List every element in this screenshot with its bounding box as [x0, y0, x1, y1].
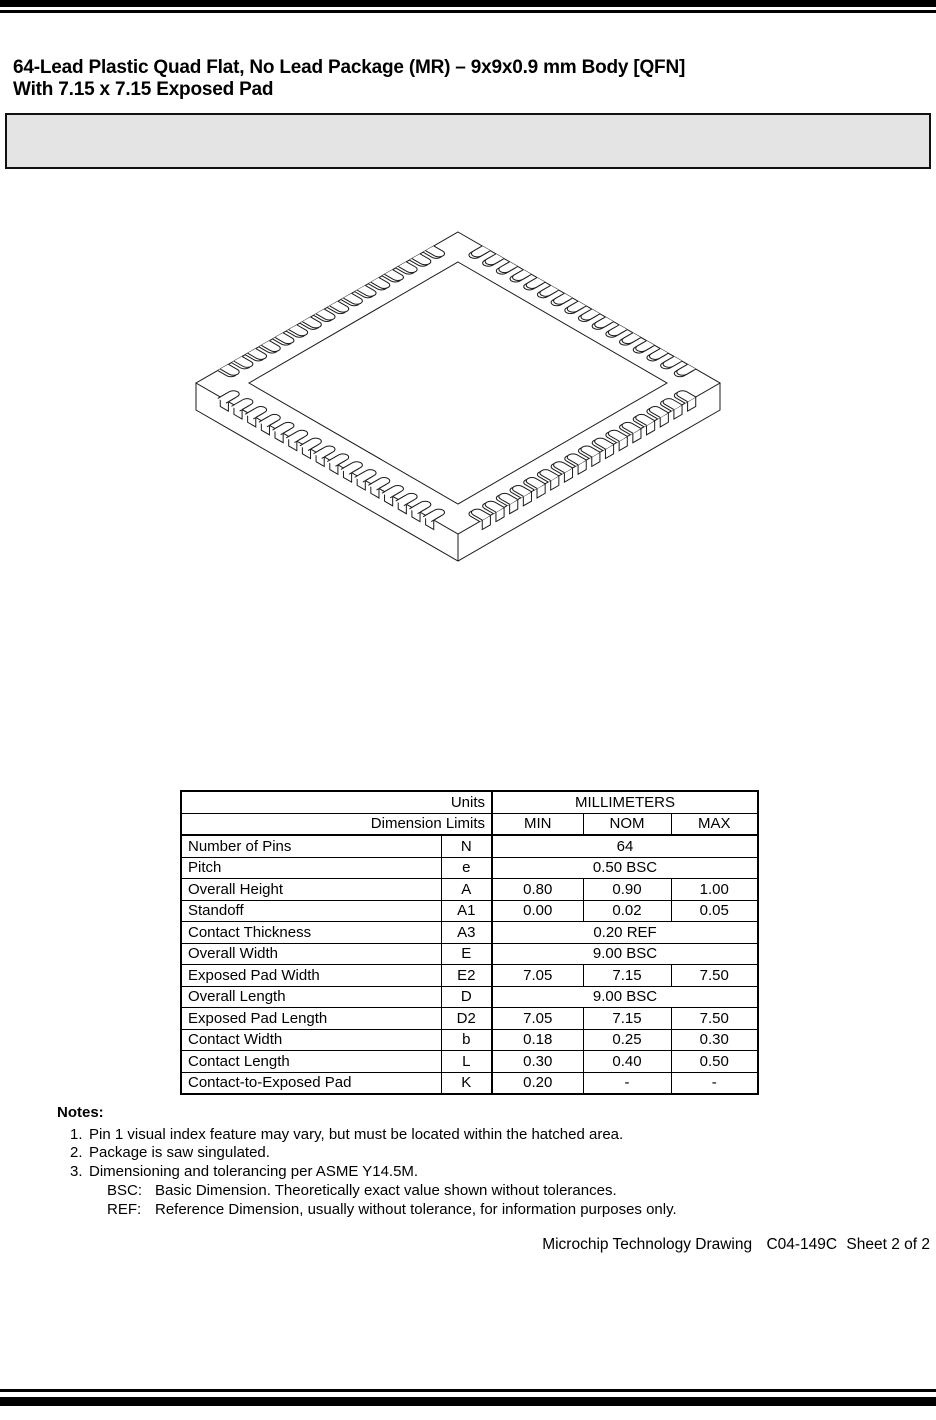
table-row: [181, 922, 758, 944]
note-text: Package is saw singulated.: [89, 1144, 270, 1161]
notes-heading: Notes:: [57, 1104, 104, 1121]
dim-name-N: Number of Pins: [181, 835, 441, 857]
table-row: [181, 1008, 758, 1030]
page-title-line1: 64-Lead Plastic Quad Flat, No Lead Package (MR) – 9x9x0.9 mm Body [QFN]: [13, 57, 686, 78]
drawing-reference-label: Microchip Technology Drawing: [542, 1236, 753, 1253]
dim-name-A1: Standoff: [181, 900, 441, 922]
dim-min-K: 0.20: [492, 1072, 583, 1094]
dim-max-b: 0.30: [671, 1029, 758, 1051]
note-item-3: [57, 1163, 897, 1182]
col-header-min: MIN: [492, 813, 583, 835]
dim-value-A3: 0.20 REF: [492, 922, 758, 944]
col-header-max: MAX: [671, 813, 758, 835]
table-row: [181, 965, 758, 987]
dim-nom-A1: 0.02: [583, 900, 671, 922]
dim-min-L: 0.30: [492, 1051, 583, 1073]
units-label: Units: [181, 791, 492, 813]
dim-nom-D2: 7.15: [583, 1008, 671, 1030]
table-row: [181, 1072, 758, 1094]
dim-value-D: 9.00 BSC: [492, 986, 758, 1008]
note-number: 1.: [70, 1125, 83, 1143]
bottom-rule-thick: [0, 1397, 936, 1406]
note-term: BSC:: [107, 1181, 143, 1199]
highlight-box: [5, 113, 931, 169]
dim-name-A: Overall Height: [181, 879, 441, 901]
dim-symbol-K: K: [441, 1072, 492, 1094]
drawing-reference: [542, 1236, 930, 1254]
table-row: [181, 943, 758, 965]
dim-name-A3: Contact Thickness: [181, 922, 441, 944]
table-row: [181, 900, 758, 922]
dim-min-E2: 7.05: [492, 965, 583, 987]
top-rule-thick: [0, 0, 936, 7]
table-row: [181, 986, 758, 1008]
dim-nom-K: -: [583, 1072, 671, 1094]
note-item-1: [57, 1126, 897, 1145]
table-row: [181, 813, 758, 835]
note-def-text: Reference Dimension, usually without tolerance, for information purposes only.: [155, 1200, 677, 1218]
table-row: [181, 1051, 758, 1073]
table-row: [181, 1029, 758, 1051]
page-title-line2: With 7.15 x 7.15 Exposed Pad: [13, 79, 274, 100]
dim-min-A: 0.80: [492, 879, 583, 901]
dim-value-e: 0.50 BSC: [492, 857, 758, 879]
dim-symbol-D2: D2: [441, 1008, 492, 1030]
dimension-limits-label: Dimension Limits: [181, 813, 492, 835]
dim-symbol-N: N: [441, 835, 492, 857]
dim-nom-L: 0.40: [583, 1051, 671, 1073]
dim-max-A1: 0.05: [671, 900, 758, 922]
dim-max-A: 1.00: [671, 879, 758, 901]
note-term: REF:: [107, 1200, 142, 1218]
dim-name-D: Overall Length: [181, 986, 441, 1008]
dim-symbol-e: e: [441, 857, 492, 879]
dim-symbol-L: L: [441, 1051, 492, 1073]
note-definition-bsc: [107, 1182, 897, 1201]
table-row: [181, 791, 758, 813]
note-item-2: [57, 1144, 897, 1163]
dim-min-D2: 7.05: [492, 1008, 583, 1030]
drawing-number: C04-149C: [766, 1236, 838, 1253]
dim-max-K: -: [671, 1072, 758, 1094]
table-row: [181, 879, 758, 901]
table-row: [181, 835, 758, 857]
dim-symbol-E2: E2: [441, 965, 492, 987]
package-outline: [196, 232, 720, 534]
dim-name-E2: Exposed Pad Width: [181, 965, 441, 987]
dim-name-e: Pitch: [181, 857, 441, 879]
note-definition-ref: [107, 1201, 897, 1220]
dim-name-D2: Exposed Pad Length: [181, 1008, 441, 1030]
table-row: [181, 857, 758, 879]
dim-min-b: 0.18: [492, 1029, 583, 1051]
dim-value-N: 64: [492, 835, 758, 857]
dim-symbol-b: b: [441, 1029, 492, 1051]
dim-symbol-E: E: [441, 943, 492, 965]
dim-symbol-A1: A1: [441, 900, 492, 922]
sheet-number: Sheet 2 of 2: [846, 1236, 930, 1253]
top-rule-thin: [0, 10, 936, 13]
dim-symbol-A: A: [441, 879, 492, 901]
dim-nom-E2: 7.15: [583, 965, 671, 987]
notes-section: [57, 1104, 897, 1219]
page-title: [13, 57, 913, 101]
col-header-nom: NOM: [583, 813, 671, 835]
dim-name-K: Contact-to-Exposed Pad: [181, 1072, 441, 1094]
dim-symbol-D: D: [441, 986, 492, 1008]
dim-max-E2: 7.50: [671, 965, 758, 987]
note-text: Dimensioning and tolerancing per ASME Y14.5M.: [89, 1162, 419, 1180]
dim-min-A1: 0.00: [492, 900, 583, 922]
package-isometric-drawing: [190, 226, 730, 571]
bottom-rule-thin: [0, 1389, 936, 1392]
dim-nom-b: 0.25: [583, 1029, 671, 1051]
dim-max-D2: 7.50: [671, 1008, 758, 1030]
note-def-text: Basic Dimension. Theoretically exact value shown without tolerances.: [155, 1181, 617, 1199]
dimension-table-body: [181, 791, 758, 1094]
units-value: MILLIMETERS: [492, 791, 758, 813]
note-text: Pin 1 visual index feature may vary, but must be located within the hatched area.: [89, 1125, 624, 1143]
note-number: 2.: [70, 1144, 83, 1161]
dim-nom-A: 0.90: [583, 879, 671, 901]
dim-name-L: Contact Length: [181, 1051, 441, 1073]
dimension-table: [180, 790, 759, 1095]
dim-symbol-A3: A3: [441, 922, 492, 944]
note-number: 3.: [70, 1162, 83, 1180]
dim-name-b: Contact Width: [181, 1029, 441, 1051]
dim-name-E: Overall Width: [181, 943, 441, 965]
dim-max-L: 0.50: [671, 1051, 758, 1073]
dim-value-E: 9.00 BSC: [492, 943, 758, 965]
